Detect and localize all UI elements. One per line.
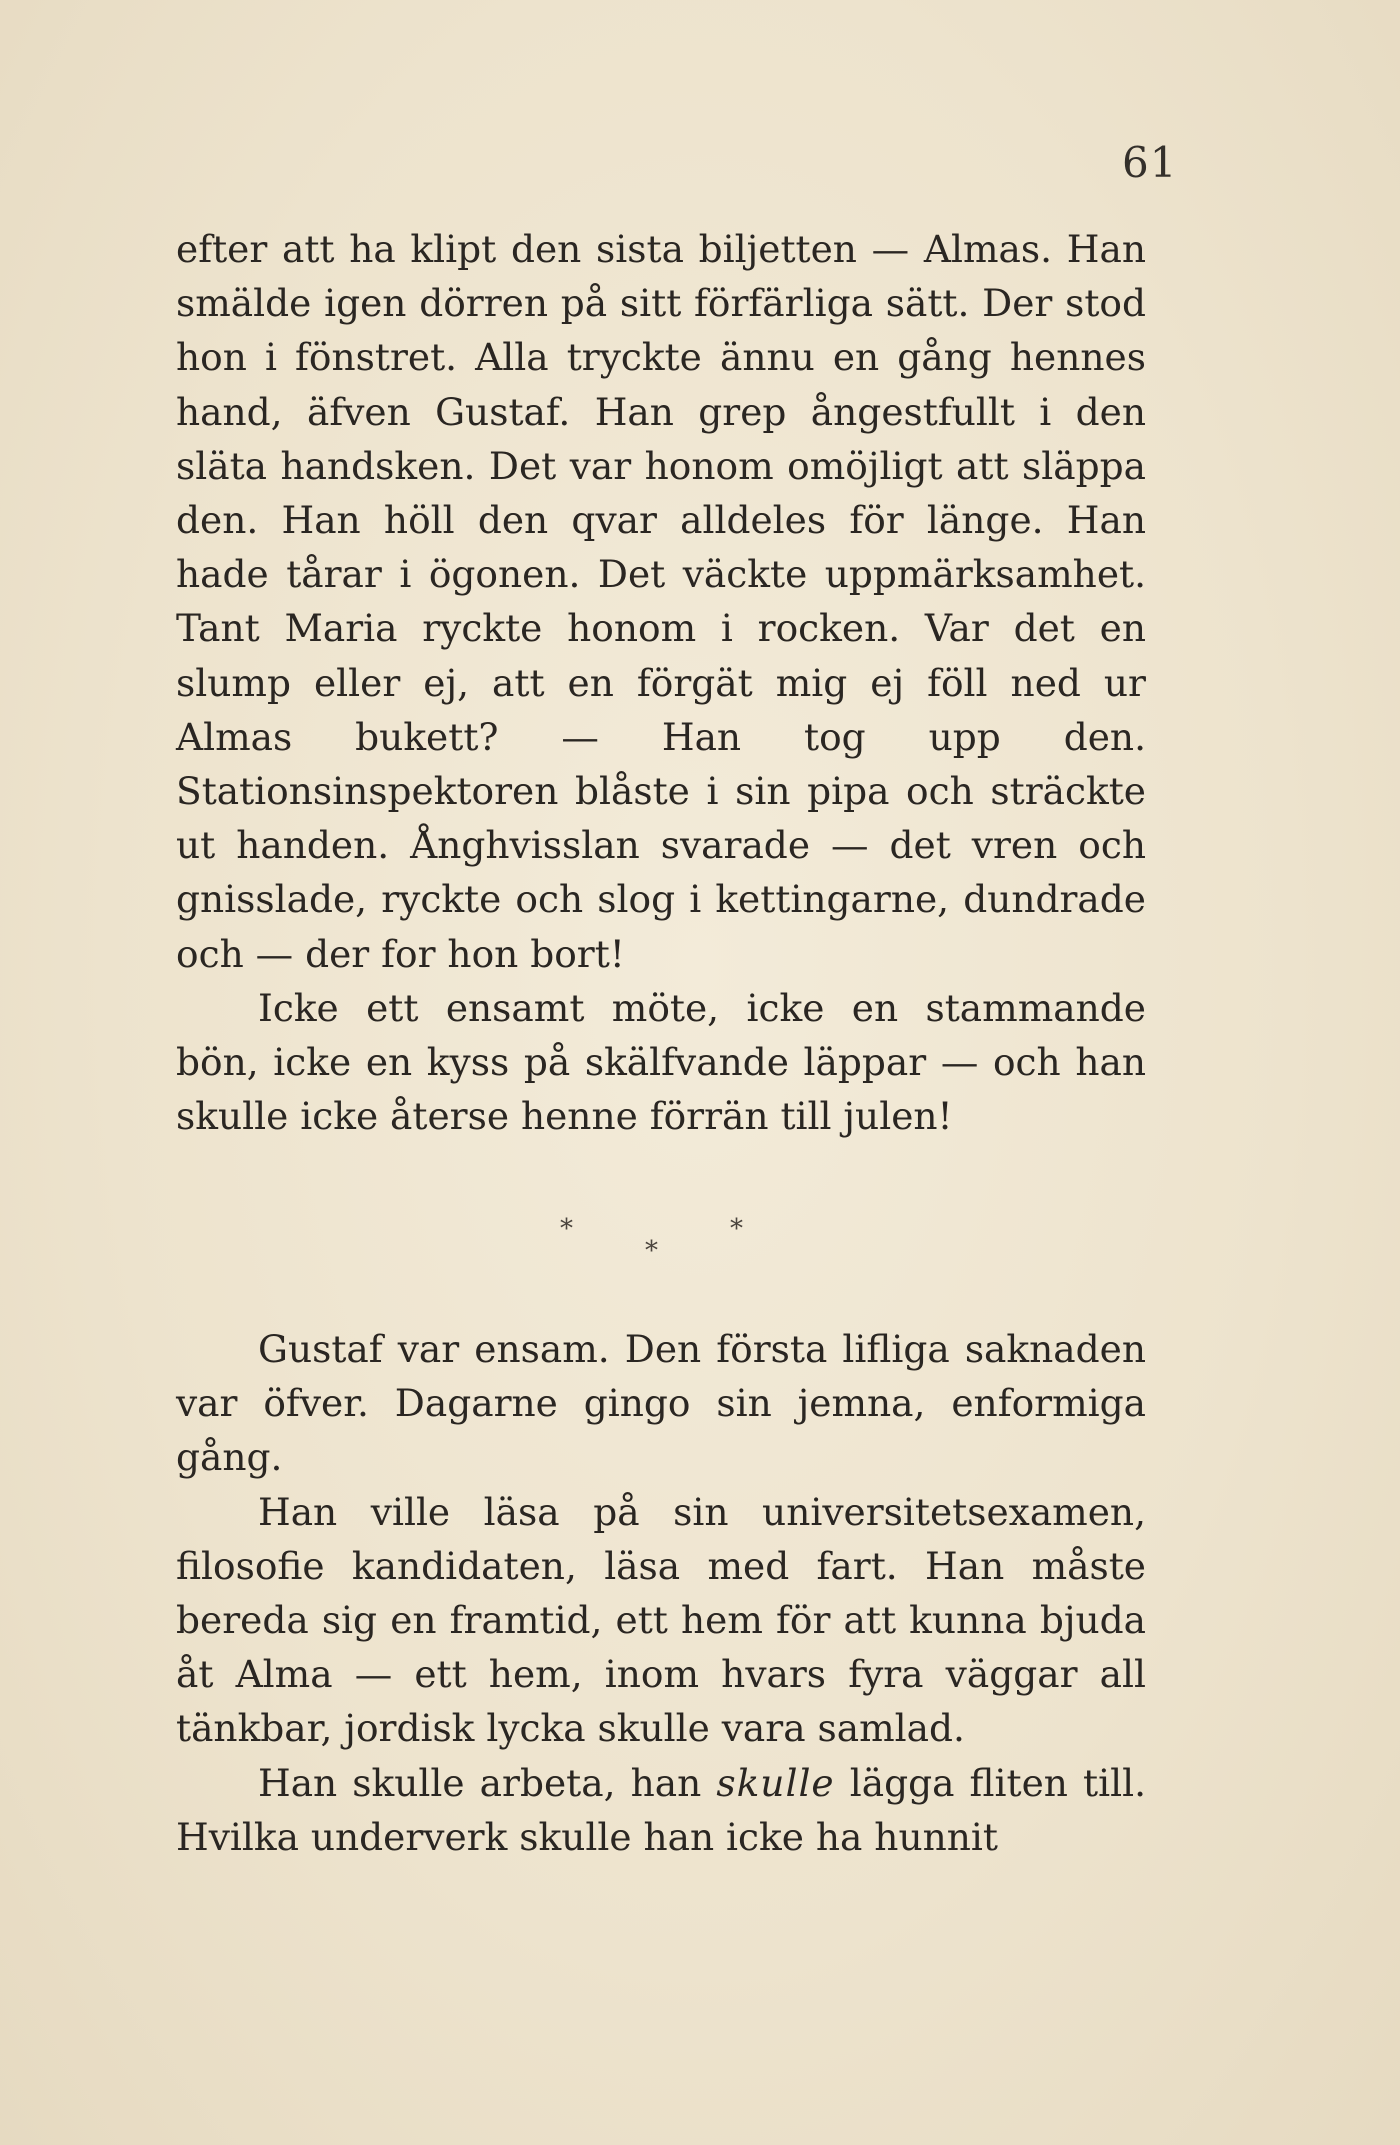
text-block-bottom	[176, 1322, 1146, 1864]
paragraph-exam: Han ville läsa på sin universitetsexamen, filosofie kandidaten, läsa med fart. Han måste bereda sig en framtid, ett hem för att kunna bjuda åt Alma — ett hem, inom hvars fyra väggar all tänkbar, jordisk lycka skulle vara samlad.	[176, 1489, 1146, 1751]
paragraph-departure: efter att ha klipt den sista biljetten — Almas. Han smälde igen dörren på sitt förfärliga sätt. Der stod hon i fönstret. Alla tryckte ännu en gång hennes hand, äfven Gustaf. Han grep ångestfullt i den släta handsken. Det var honom omöjligt att släppa den. Han höll den qvar alldeles för länge. Han hade tårar i ögonen. Det väckte uppmärksamhet. Tant Maria ryckte honom i rocken. Var det en slump eller ej, att en förgät mig ej föll ned ur Almas bukett? — Han tog upp den. Stationsinspektoren blåste i sin pipa och sträckte ut handen. Ånghvisslan svarade — det vren och gnisslade, ryckte och slog i kettingarne, dundrade och — der for hon bort!	[176, 227, 1146, 976]
paragraph-lament: Icke ett ensamt möte, icke en stammande bön, icke en kyss på skälfvande läppar — och han skulle icke återse henne förrän till julen!	[176, 985, 1146, 1139]
asterism-star: *	[645, 1236, 658, 1266]
emphasized-word: skulle	[716, 1760, 835, 1805]
text-block-top	[176, 222, 1146, 1143]
page-number: 61	[1122, 138, 1178, 187]
paragraph-work-end: lägga fliten till. Hvilka underverk skulle han icke ha hunnit	[176, 1760, 1146, 1859]
asterism-star: *	[730, 1214, 743, 1244]
paragraph-work-start: Han skulle arbeta, han	[258, 1760, 717, 1805]
asterism-star: *	[560, 1214, 573, 1244]
section-break-asterism	[0, 1208, 1400, 1268]
paragraph-work	[176, 1756, 1146, 1864]
paragraph-alone: Gustaf var ensam. Den första lifliga saknaden var öfver. Dagarne gingo sin jemna, enformiga gång.	[176, 1327, 1146, 1480]
